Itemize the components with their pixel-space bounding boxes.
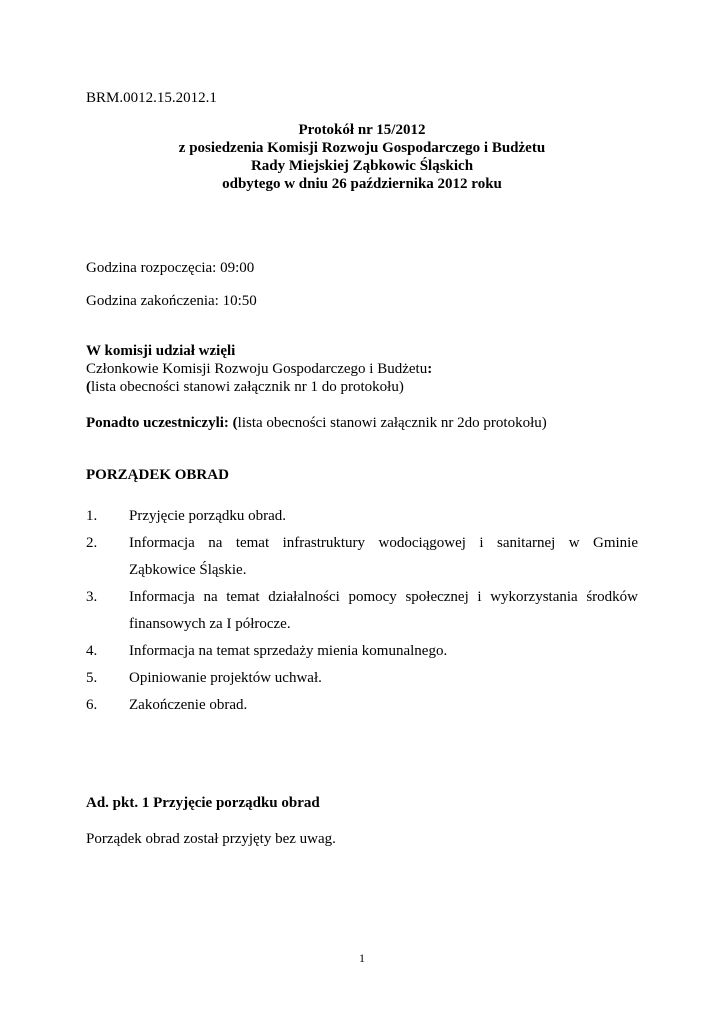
members-line — [86, 360, 646, 378]
paren-open: ( — [228, 415, 238, 431]
agenda-heading: PORZĄDEK OBRAD — [86, 467, 229, 483]
members-heading: W komisji udział wzięli — [86, 343, 236, 359]
agenda-item — [86, 665, 638, 692]
agenda-item — [86, 503, 638, 530]
agenda-item-number: 1. — [86, 508, 98, 524]
members-attendance-note — [86, 378, 646, 396]
title-line: odbytego w dniu 26 października 2012 roku — [222, 176, 502, 192]
agenda-item-text-continued: finansowych za I półrocze. — [129, 616, 291, 632]
agenda-item — [86, 638, 638, 665]
agenda-item-text: Informacja na temat infrastruktury wodociągowej i sanitarnej w Gminie — [129, 535, 638, 551]
members-section — [86, 342, 646, 396]
start-time: Godzina rozpoczęcia: 09:00 — [86, 260, 255, 276]
paren-open: ( — [86, 379, 91, 395]
ad-point-1-heading: Ad. pkt. 1 Przyjęcie porządku obrad — [86, 795, 320, 811]
agenda-item — [86, 530, 638, 584]
title-line: Rady Miejskiej Ząbkowic Śląskich — [250, 158, 474, 174]
ad-point-1-text: Porządek obrad został przyjęty bez uwag. — [86, 831, 336, 847]
document-reference: BRM.0012.15.2012.1 — [86, 90, 217, 106]
members-colon: : — [427, 361, 433, 377]
additional-participants — [86, 414, 547, 433]
agenda-item — [86, 584, 638, 638]
agenda-item-text: Zakończenie obrad. — [129, 697, 248, 713]
additional-note-text: lista obecności stanowi załącznik nr 2do protokołu) — [237, 415, 547, 431]
end-time: Godzina zakończenia: 10:50 — [86, 293, 257, 309]
agenda-item-text: Informacja na temat działalności pomocy społecznej i wykorzystania środków — [129, 589, 638, 605]
agenda-item-number: 6. — [86, 697, 98, 713]
agenda-item-number: 3. — [86, 589, 98, 605]
page-number: 1 — [359, 951, 365, 965]
agenda-item-number: 5. — [86, 670, 98, 686]
agenda-item — [86, 692, 638, 719]
protocol-title — [86, 121, 638, 193]
agenda-item-text-continued: Ząbkowice Śląskie. — [129, 562, 247, 578]
agenda-item-text: Opiniowanie projektów uchwał. — [129, 670, 322, 686]
title-line: Protokół nr 15/2012 — [298, 122, 426, 138]
title-line: z posiedzenia Komisji Rozwoju Gospodarczego i Budżetu — [178, 140, 546, 156]
members-committee: Członkowie Komisji Rozwoju Gospodarczego i Budżetu — [86, 361, 428, 377]
additional-label: Ponadto uczestniczyli: — [86, 415, 229, 431]
agenda-item-number: 4. — [86, 643, 98, 659]
agenda-item-number: 2. — [86, 535, 98, 551]
agenda-item-text: Informacja na temat sprzedaży mienia komunalnego. — [129, 643, 448, 659]
agenda-list — [86, 503, 638, 719]
attendance-note-text: lista obecności stanowi załącznik nr 1 do protokołu) — [91, 379, 404, 395]
agenda-item-text: Przyjęcie porządku obrad. — [129, 508, 287, 524]
